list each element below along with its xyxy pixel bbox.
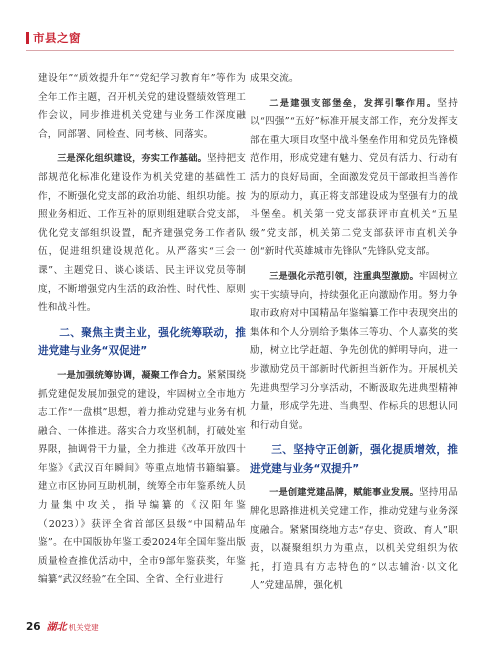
section-label: 市县之窗	[33, 31, 81, 45]
page-number: 26	[26, 621, 41, 633]
right-paragraph-3-lead: 三是强化示范引领，注重典型激励。	[269, 270, 419, 282]
section-heading-3: 三、坚持守正创新，强化提质增效，推进党建与业务“双提升”	[250, 444, 458, 475]
right-paragraph-4	[250, 484, 458, 596]
page-footer	[26, 618, 99, 633]
right-paragraph-3-body: 牢固树立实干实绩导向，持续强化正向激励作用。努力争取市政府对中国精品年鉴编纂工作中表现突出的集体和个人分别给予集体三等功、个人嘉奖的奖励，树立比学赶超、争先创优的鲜明导向，进一步激励党员干部新时代新担当新作为。开展机关先进典型学习分享活动，不断汲取先进典型精神力量，形成学先进、当典型、作标兵的思想认同和行动自觉。	[250, 270, 458, 431]
left-paragraph-3	[38, 367, 246, 590]
right-paragraph-3	[250, 268, 458, 435]
header-divider	[26, 50, 454, 51]
left-column	[38, 70, 246, 590]
magazine-logo: 湖北	[46, 622, 67, 633]
right-paragraph-2	[250, 95, 458, 262]
left-paragraph-3-lead: 一是加强统筹协调，凝聚工作合力。	[57, 369, 207, 381]
right-paragraph-1: 成果交流。	[250, 73, 299, 84]
right-paragraph-4-body: 坚持用品牌化思路推进机关党建工作，推动党建与业务深度融合。紧紧围绕地方志“存史、资政、育人”职责，以凝聚组织力为重点，以机关党组织为依托，打造具有方志特色的“以志辅治·以文化人”党建品牌，强化机	[250, 487, 458, 592]
left-paragraph-2-body: 坚持把支部规范化标准化建设作为机关党建的基础性工作，不断强化党支部的政治功能、组织功能。按照业务相近、工作互补的原则组建联合党支部，优化党支部组织设置，配齐建强党务工作者队伍，促进组织建设规范化。从严落实“三会一课”、主题党日、谈心谈话、民主评议党员等制度，不断增强党内生活的政治性、时代性、原则性和战斗性。	[38, 153, 246, 314]
left-paragraph-2	[38, 150, 246, 317]
right-paragraph-2-body: 坚持以“四强”“五好”标准开展支部工作，充分发挥支部在重大项目攻坚中战斗堡垒作用和党员先锋模范作用，形成党建有魅力、党员有活力、行动有活力的良好局面，全面激发党员干部敢担当善作为的原动力，真正将支部建设成为坚强有力的战斗堡垒。机关第一党支部获评市直机关“五星级”党支部，机关第二党支部获评市直机关争创“新时代英雄城市先锋队”先锋队党支部。	[250, 97, 458, 258]
section-tag-bar	[26, 32, 29, 44]
right-paragraph-2-lead: 二是建强支部堡垒，发挥引擎作用。	[269, 97, 438, 109]
left-paragraph-2-lead: 三是深化组织建设，夯实工作基础。	[57, 153, 207, 165]
left-paragraph-1: 建设年”“质效提升年”“党纪学习教育年”等作为全年工作主题，召开机关党的建设暨绩效管理工作会议，同步推进机关党建与业务工作深度融合，同部署、同检查、同考核、同落实。	[38, 73, 246, 140]
section-tag	[26, 30, 81, 46]
right-paragraph-4-lead: 一是创建党建品牌，赋能事业发展。	[269, 487, 419, 499]
right-column	[250, 70, 458, 596]
left-paragraph-3-body: 紧紧围绕抓党建促发展加强党的建设，牢固树立全市地方志工作“一盘棋”思想，着力推动党建与业务有机融合、一体推进。落实合力攻坚机制，打破处室界限，抽调骨干力量，全力推进《改革开放四十年鉴》《武汉百年瞬间》等重点地情书籍编纂。建立市区协同互助机制，统筹全市年鉴系统人员力量集中攻关，指导编纂的《汉阳年鉴（2023）》获评全省首部区县级“中国精品年鉴”。在中国版协年鉴工委2024年全国年鉴出版质量检查推优活动中，全市9部年鉴获奖，年鉴编纂“武汉经验”在全国、全省、全行业进行	[38, 369, 246, 586]
magazine-subtitle: 机关党建	[68, 623, 99, 632]
section-heading-2: 二、聚焦主责主业，强化统筹联动，推进党建与业务“双促进”	[38, 326, 246, 358]
